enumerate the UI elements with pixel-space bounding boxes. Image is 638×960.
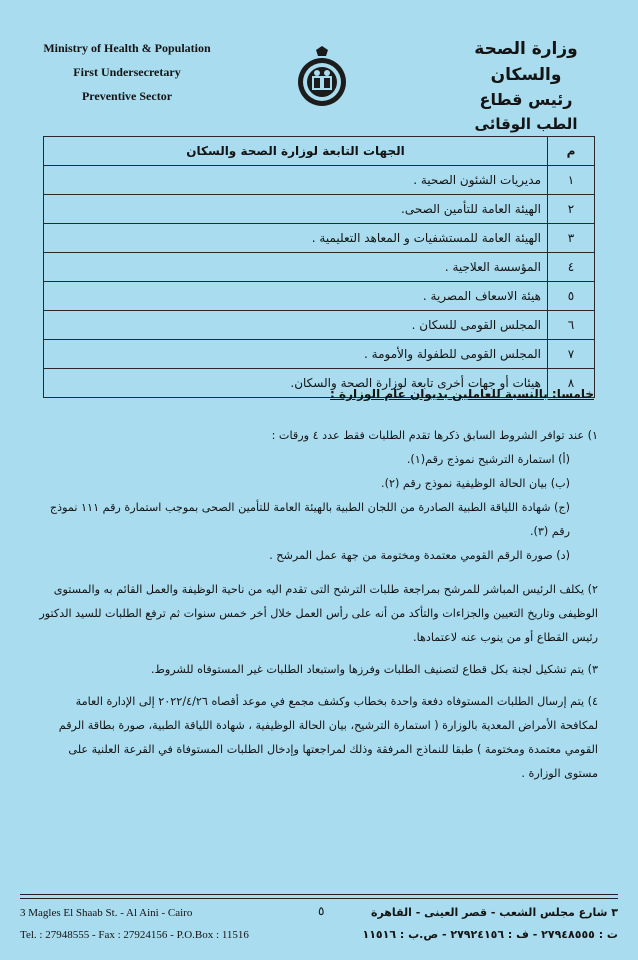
- sector-ar: الطب الوقائى: [474, 115, 578, 133]
- item-4: ٤) يتم إرسال الطلبات المستوفاه دفعة واحدة بخطاب وكشف مجمع في موعد أقصاه ٢٠٢٢/٤/٢٦ إلى الإدارة العامة لمكافحة الأمراض المعدية بالوزارة ( استمارة الترشيح، بيان الحالة الوظيفية ، شهادة اللياقة الطبية، صورة بطاقة الرقم القومي معتمدة ومختومة ) طبقا للنماذج المرفقة وذلك لمراجعتها وإدخال الطلبات المستوفاة في القرعة العلنية على مستوى الوزارة .: [58, 695, 598, 780]
- table-row: [44, 195, 595, 224]
- item-1a: (أ) استمارة الترشيح نموذج رقم(١).: [406, 453, 570, 466]
- footer-address-en: 3 Magles El Shaab St. - Al Aini - Cairo: [20, 907, 193, 919]
- row-text: المجلس القومى للطفولة والأمومة .: [44, 340, 548, 369]
- footer-divider: [20, 894, 618, 899]
- footer-english: [20, 902, 310, 946]
- row-number: ٧: [548, 340, 595, 369]
- row-number: ١: [548, 166, 595, 195]
- row-number: ٤: [548, 253, 595, 282]
- ministry-name-en: Ministry of Health & Population: [43, 41, 211, 55]
- row-text: الهيئة العامة للتأمين الصحى.: [44, 195, 548, 224]
- footer-arabic: [328, 902, 618, 946]
- row-text: المجلس القومى للسكان .: [44, 311, 548, 340]
- affiliated-entities-table: [43, 136, 595, 398]
- undersecretary-ar: رئيس قطاع: [479, 90, 573, 109]
- page-number: ٥: [318, 904, 325, 918]
- document-body: [38, 424, 598, 786]
- footer-address-ar: ٣ شارع مجلس الشعب - قصر العينى - القاهرة: [370, 906, 618, 919]
- footer-contact-ar: ت : ٢٧٩٤٨٥٥٥ - ف : ٢٧٩٢٤١٥٦ - ص.ب : ١١٥١٦: [362, 928, 618, 941]
- table-row: [44, 166, 595, 195]
- table-row: [44, 253, 595, 282]
- row-text: المؤسسة العلاجية .: [44, 253, 548, 282]
- table-row: [44, 340, 595, 369]
- item-2: ٢) يكلف الرئيس المباشر للمرشح بمراجعة طلبات الترشح التى تقدم اليه من ناحية الوظيفة والعمل القائم به والمستوى الوظيفى وتاريخ التعيين والجزاءات والتأكد من أنه على رأس العمل خلال أخر خمس سنوات ثم ترفع الطلبات للسيد الدكتور رئيس القطاع أو من ينوب عنه لاعتمادها.: [39, 583, 598, 644]
- header-english: [22, 36, 232, 108]
- item-1c: (ج) شهادة اللياقة الطبية الصادرة من اللجان الطبية بالهيئة العامة للتأمين الصحى بموجب استمارة رقم ١١١ نموذج رقم (٣).: [49, 501, 570, 538]
- item-3: ٣) يتم تشكيل لجنة بكل قطاع لتصنيف الطلبات وفرزها واستبعاد الطلبات غير المستوفاه للشروط.: [150, 663, 598, 676]
- ministry-name-ar: وزارة الصحة والسكان: [474, 39, 578, 85]
- ministry-logo: [290, 44, 354, 108]
- column-header-title: الجهات التابعة لوزارة الصحة والسكان: [44, 137, 548, 166]
- row-number: ٣: [548, 224, 595, 253]
- item-1b: (ب) بيان الحالة الوظيفية نموذج رقم (٢).: [381, 477, 570, 490]
- item-1: ١) عند توافر الشروط السابق ذكرها تقدم الطلبات فقط عدد ٤ ورقات :: [271, 429, 598, 442]
- table-header-row: [44, 137, 595, 166]
- row-text: هيئة الاسعاف المصرية .: [44, 282, 548, 311]
- footer-contact-en: Tel. : 27948555 - Fax : 27924156 - P.O.Box : 11516: [20, 929, 249, 941]
- row-number: ٢: [548, 195, 595, 224]
- header-arabic: [436, 36, 616, 136]
- row-number: ٦: [548, 311, 595, 340]
- row-text: الهيئة العامة للمستشفيات و المعاهد التعليمية .: [44, 224, 548, 253]
- section-title: خامسا: بالنسبة للعاملين بديوان عام الوزارة :: [330, 387, 594, 401]
- item-1d: (د) صورة الرقم القومي معتمدة ومختومة من جهة عمل المرشح .: [269, 549, 570, 562]
- table-row: [44, 224, 595, 253]
- column-header-number: م: [548, 137, 595, 166]
- row-number: ٨: [548, 369, 595, 398]
- row-text: مديريات الشئون الصحية .: [44, 166, 548, 195]
- sector-en: Preventive Sector: [81, 89, 173, 103]
- table-row: [44, 282, 595, 311]
- table-row: [44, 311, 595, 340]
- row-text: هيئات أو جهات أخرى تابعة لوزارة الصحة والسكان.: [44, 369, 548, 398]
- undersecretary-en: First Undersecretary: [73, 65, 181, 79]
- row-number: ٥: [548, 282, 595, 311]
